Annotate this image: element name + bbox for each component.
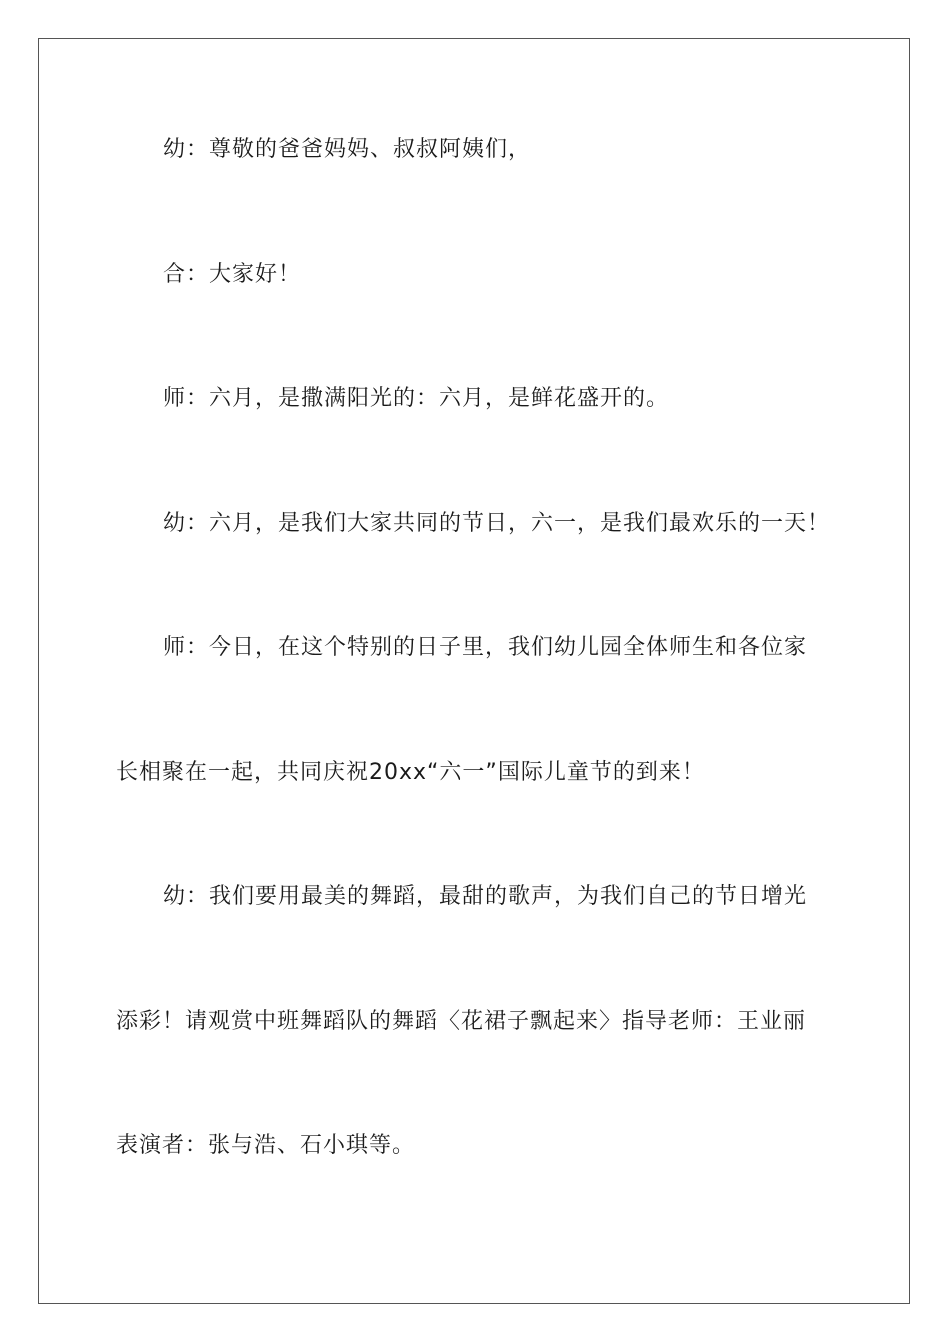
text-line: 长相聚在一起，共同庆祝20xx“六一”国际儿童节的到来！ <box>116 760 705 785</box>
text-line: 幼：尊敬的爸爸妈妈、叔叔阿姨们， <box>163 137 532 162</box>
page-border <box>38 38 910 1304</box>
text-line: 师：六月，是撒满阳光的：六月，是鲜花盛开的。 <box>163 386 670 411</box>
text-line: 表演者：张与浩、石小琪等。 <box>116 1133 416 1158</box>
text-line: 幼：六月，是我们大家共同的节日，六一，是我们最欢乐的一天！ <box>163 511 831 536</box>
text-line: 师：今日，在这个特别的日子里，我们幼儿园全体师生和各位家 <box>163 635 808 660</box>
text-line: 添彩！请观赏中班舞蹈队的舞蹈〈花裙子飘起来〉指导老师：王业丽 <box>116 1009 807 1034</box>
text-line: 合：大家好！ <box>163 262 302 287</box>
text-line: 幼：我们要用最美的舞蹈，最甜的歌声，为我们自己的节日增光 <box>163 884 808 909</box>
